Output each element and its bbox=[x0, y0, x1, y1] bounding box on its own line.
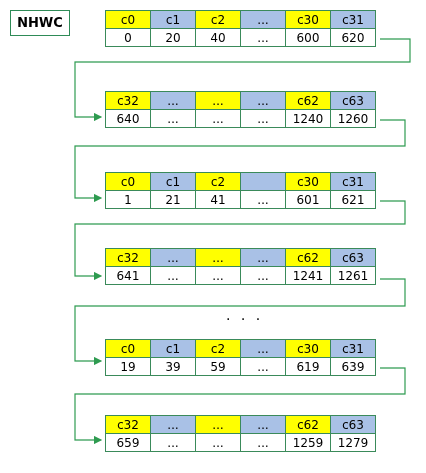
offset-value-cell: ... bbox=[195, 109, 241, 128]
offset-value-cell: ... bbox=[240, 266, 286, 285]
channel-header-row bbox=[105, 172, 380, 191]
channel-header-cell: c31 bbox=[330, 339, 376, 358]
offset-value-cell: 659 bbox=[105, 433, 151, 452]
channel-block-6 bbox=[105, 415, 380, 453]
offset-value-cell: 40 bbox=[195, 28, 241, 47]
layout-title: NHWC bbox=[10, 10, 70, 36]
offset-value-cell: ... bbox=[195, 433, 241, 452]
channel-block-2 bbox=[105, 91, 380, 129]
channel-header-cell: c31 bbox=[330, 172, 376, 191]
channel-header-cell: c30 bbox=[285, 339, 331, 358]
offset-value-cell: 41 bbox=[195, 190, 241, 209]
offset-value-cell: 39 bbox=[150, 357, 196, 376]
channel-header-row bbox=[105, 415, 380, 434]
offset-value-row bbox=[105, 110, 380, 129]
channel-header-row bbox=[105, 339, 380, 358]
offset-value-cell: 620 bbox=[330, 28, 376, 47]
offset-value-cell: 600 bbox=[285, 28, 331, 47]
channel-header-cell: c2 bbox=[195, 10, 241, 29]
offset-value-row bbox=[105, 191, 380, 210]
offset-value-cell: 640 bbox=[105, 109, 151, 128]
channel-header-cell: ... bbox=[240, 10, 286, 29]
offset-value-cell: 641 bbox=[105, 266, 151, 285]
offset-value-row bbox=[105, 434, 380, 453]
offset-value-row bbox=[105, 29, 380, 48]
channel-header-cell: c0 bbox=[105, 339, 151, 358]
channel-header-cell: c1 bbox=[150, 172, 196, 191]
offset-value-cell: 1241 bbox=[285, 266, 331, 285]
channel-header-row bbox=[105, 10, 380, 29]
channel-header-cell: c31 bbox=[330, 10, 376, 29]
channel-header-cell: c30 bbox=[285, 10, 331, 29]
offset-value-cell: 601 bbox=[285, 190, 331, 209]
channel-header-cell: c0 bbox=[105, 172, 151, 191]
channel-header-cell: c63 bbox=[330, 415, 376, 434]
channel-header-cell: c62 bbox=[285, 248, 331, 267]
channel-header-cell: c1 bbox=[150, 10, 196, 29]
offset-value-cell: 619 bbox=[285, 357, 331, 376]
offset-value-cell: 20 bbox=[150, 28, 196, 47]
offset-value-cell: 0 bbox=[105, 28, 151, 47]
channel-header-cell: c2 bbox=[195, 339, 241, 358]
offset-value-cell: 1 bbox=[105, 190, 151, 209]
offset-value-cell: ... bbox=[150, 109, 196, 128]
offset-value-cell: ... bbox=[240, 109, 286, 128]
offset-value-cell: 21 bbox=[150, 190, 196, 209]
channel-header-cell: c32 bbox=[105, 415, 151, 434]
offset-value-cell: ... bbox=[195, 266, 241, 285]
channel-header-cell: ... bbox=[240, 339, 286, 358]
offset-value-cell: ... bbox=[240, 28, 286, 47]
channel-header-cell: ... bbox=[195, 91, 241, 110]
channel-header-row bbox=[105, 248, 380, 267]
offset-value-cell: 1279 bbox=[330, 433, 376, 452]
channel-header-cell: ... bbox=[240, 91, 286, 110]
channel-header-cell: ... bbox=[240, 248, 286, 267]
offset-value-cell: 639 bbox=[330, 357, 376, 376]
channel-header-cell: c32 bbox=[105, 248, 151, 267]
offset-value-cell: 621 bbox=[330, 190, 376, 209]
offset-value-cell: ... bbox=[240, 357, 286, 376]
ellipsis: . . . bbox=[226, 308, 264, 324]
channel-block-4 bbox=[105, 248, 380, 286]
offset-value-cell: 1260 bbox=[330, 109, 376, 128]
offset-value-cell: ... bbox=[150, 433, 196, 452]
channel-block-1 bbox=[105, 10, 380, 48]
channel-header-cell: c1 bbox=[150, 339, 196, 358]
channel-block-5 bbox=[105, 339, 380, 377]
channel-header-cell: c63 bbox=[330, 248, 376, 267]
channel-header-cell: ... bbox=[195, 248, 241, 267]
offset-value-cell: 59 bbox=[195, 357, 241, 376]
channel-header-cell: c30 bbox=[285, 172, 331, 191]
channel-block-3 bbox=[105, 172, 380, 210]
offset-value-cell: 19 bbox=[105, 357, 151, 376]
channel-header-cell: ... bbox=[150, 415, 196, 434]
offset-value-cell: 1261 bbox=[330, 266, 376, 285]
offset-value-cell: ... bbox=[240, 190, 286, 209]
offset-value-cell: ... bbox=[150, 266, 196, 285]
channel-header-cell: ... bbox=[240, 415, 286, 434]
channel-header-cell: ... bbox=[195, 415, 241, 434]
offset-value-cell: 1259 bbox=[285, 433, 331, 452]
offset-value-cell: ... bbox=[240, 433, 286, 452]
offset-value-cell: 1240 bbox=[285, 109, 331, 128]
channel-header-cell: c2 bbox=[195, 172, 241, 191]
channel-header-cell: c62 bbox=[285, 91, 331, 110]
offset-value-row bbox=[105, 358, 380, 377]
channel-header-cell: c63 bbox=[330, 91, 376, 110]
channel-header-cell bbox=[240, 172, 286, 191]
channel-header-cell: c32 bbox=[105, 91, 151, 110]
channel-header-cell: c62 bbox=[285, 415, 331, 434]
offset-value-row bbox=[105, 267, 380, 286]
channel-header-cell: ... bbox=[150, 248, 196, 267]
channel-header-cell: ... bbox=[150, 91, 196, 110]
channel-header-cell: c0 bbox=[105, 10, 151, 29]
channel-header-row bbox=[105, 91, 380, 110]
